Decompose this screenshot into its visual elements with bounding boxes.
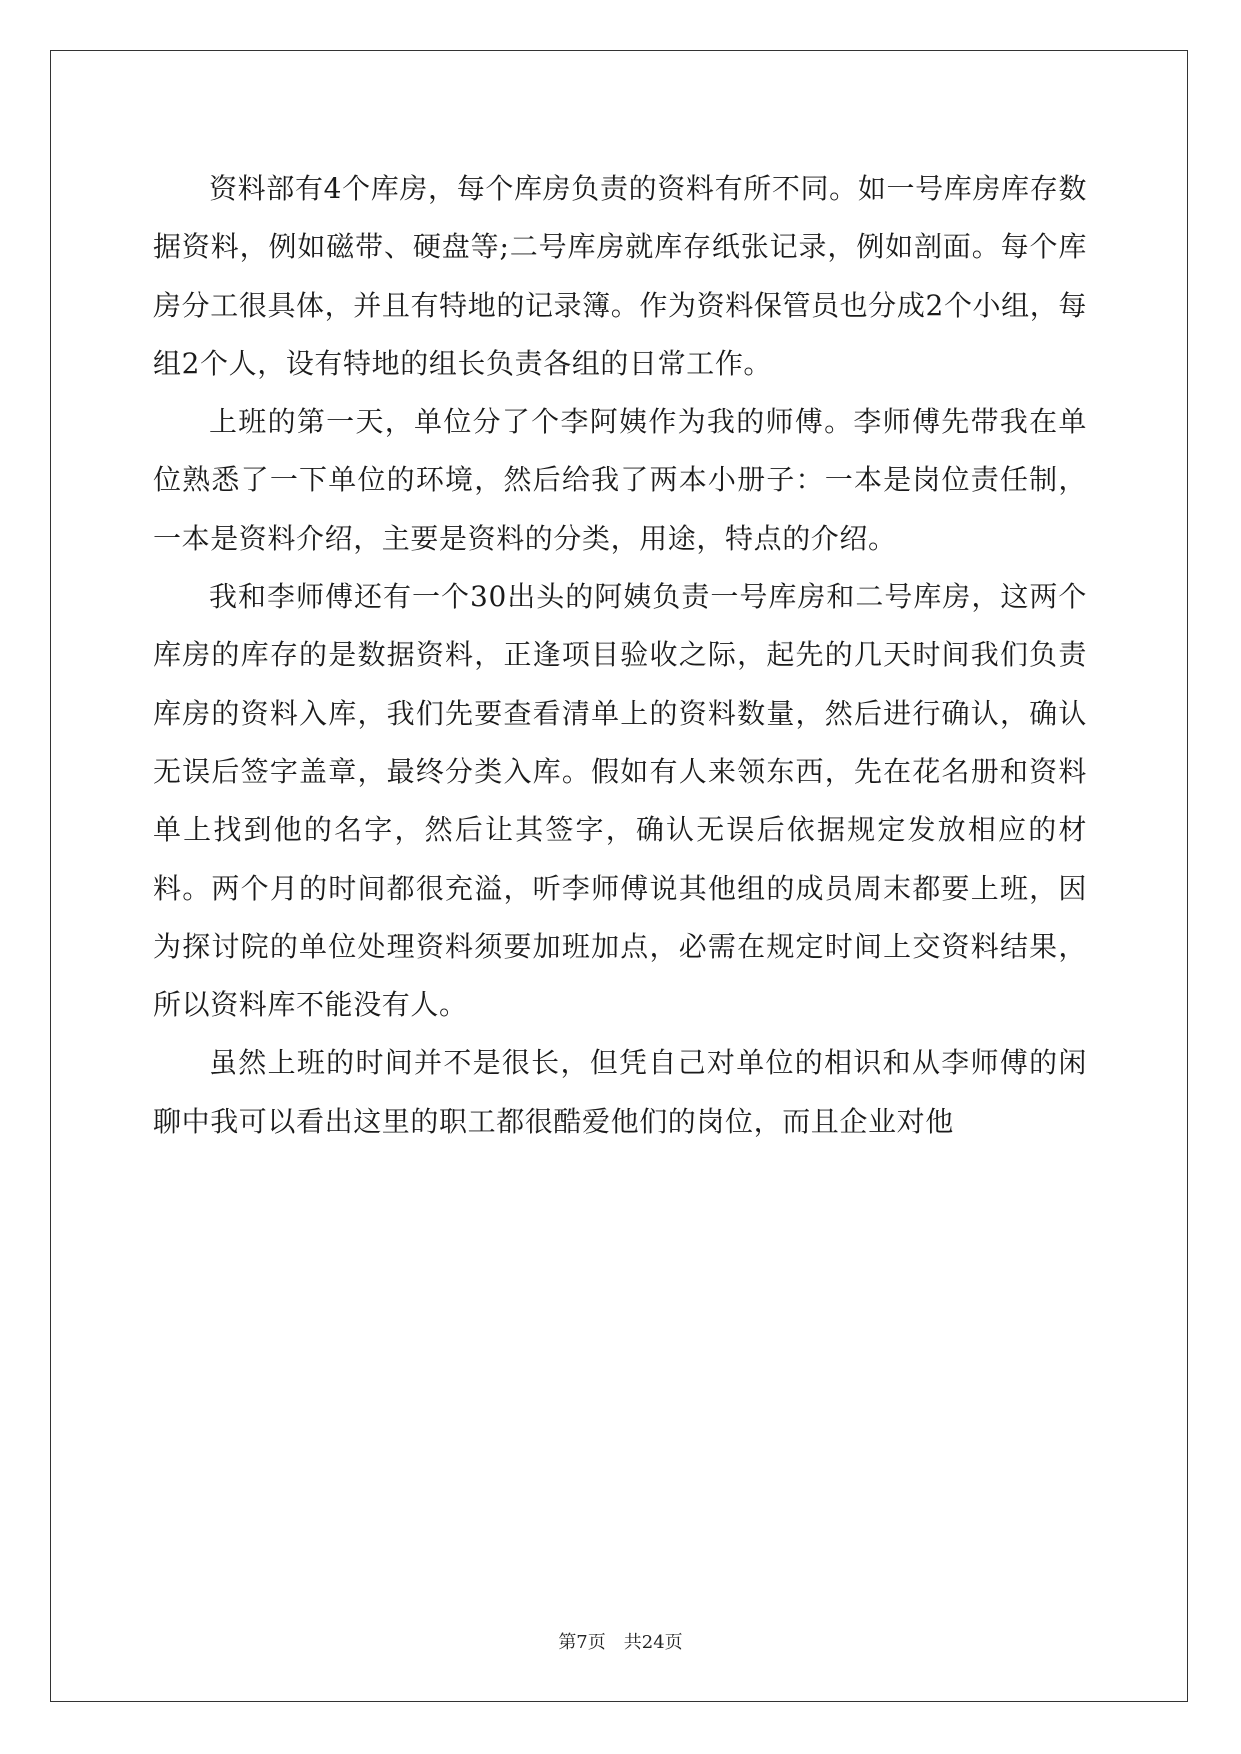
paragraph-4: 虽然上班的时间并不是很长，但凭自己对单位的相识和从李师傅的闲聊中我可以看出这里的职工都很酷爱他们的岗位，而且企业对他 — [153, 1046, 1087, 1138]
paragraph-1: 资料部有4个库房，每个库房负责的资料有所不同。如一号库房库存数据资料，例如磁带、硬盘等;二号库房就库存纸张记录，例如剖面。每个库房分工很具体，并且有特地的记录簿。作为资料保管员也分成2个小组，每组2个人，设有特地的组长负责各组的日常工作。 — [153, 172, 1087, 380]
page-footer — [0, 1628, 1241, 1654]
document-body — [153, 160, 1087, 1151]
paragraph-3: 我和李师傅还有一个30出头的阿姨负责一号库房和二号库房，这两个库房的库存的是数据资料，正逢项目验收之际，起先的几天时间我们负责库房的资料入库，我们先要查看清单上的资料数量，然后进行确认，确认无误后签字盖章，最终分类入库。假如有人来领东西，先在花名册和资料单上找到他的名字，然后让其签字，确认无误后依据规定发放相应的材料。两个月的时间都很充溢，听李师傅说其他组的成员周末都要上班，因为探讨院的单位处理资料须要加班加点，必需在规定时间上交资料结果，所以资料库不能没有人。 — [153, 580, 1087, 1022]
current-page-number: 第7页 — [558, 1632, 606, 1653]
total-page-count: 共24页 — [623, 1632, 683, 1653]
paragraph-2: 上班的第一天，单位分了个李阿姨作为我的师傅。李师傅先带我在单位熟悉了一下单位的环境，然后给我了两本小册子：一本是岗位责任制，一本是资料介绍，主要是资料的分类，用途，特点的介绍。 — [153, 405, 1087, 555]
